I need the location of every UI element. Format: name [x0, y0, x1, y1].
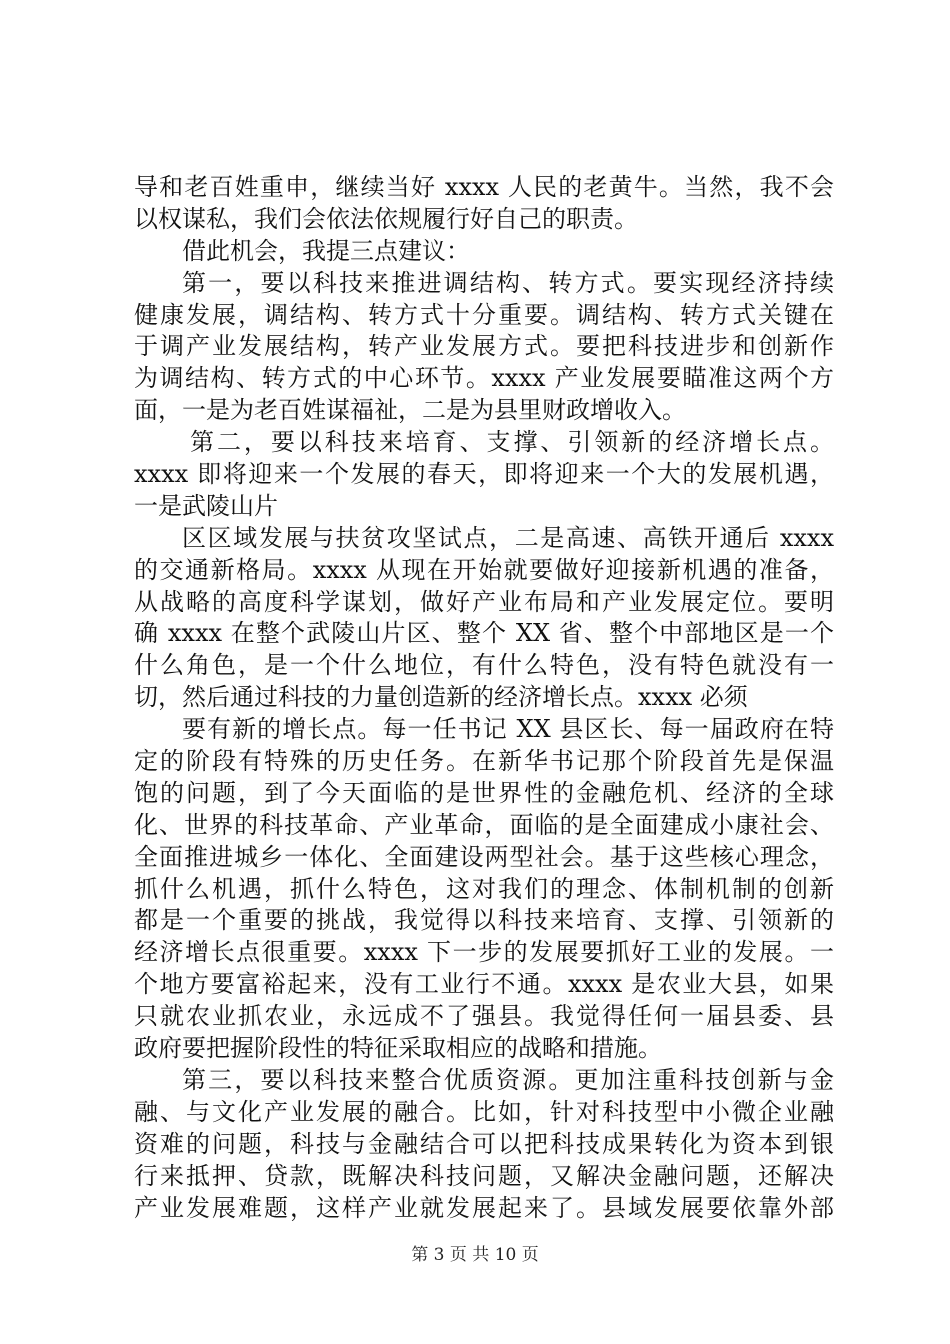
text-line: 区区域发展与扶贫攻坚试点，二是高速、高铁开通后 xxxx: [182, 523, 834, 552]
text-line: 全面推进城乡一体化、全面建设两型社会。基于这些核心理念，: [134, 842, 834, 871]
text-line: 都是一个重要的挑战，我觉得以科技来培育、支撑、引领新的: [134, 906, 834, 935]
text-line: xxxx 即将迎来一个发展的春天，即将迎来一个大的发展机遇，: [134, 460, 834, 489]
text-line: 行来抵押、贷款，既解决科技问题，又解决金融问题，还解决: [134, 1161, 834, 1190]
text-line: 导和老百姓重申，继续当好 xxxx 人民的老黄牛。当然，我不会: [134, 173, 834, 201]
text-line: 只就农业抓农业，永远成不了强县。我觉得任何一届县委、县: [134, 1002, 834, 1031]
text-line: 定的阶段有特殊的历史任务。在新华书记那个阶段首先是保温: [134, 747, 834, 776]
text-line: 面，一是为老百姓谋福祉，二是为县里财政增收入。: [134, 396, 686, 425]
text-line: 产业发展难题，这样产业就发展起来了。县域发展要依靠外部: [134, 1193, 834, 1222]
page-number-footer: 第 3 页 共 10 页: [411, 1245, 539, 1265]
text-line: 借此机会，我提三点建议：: [182, 236, 470, 265]
text-line: 从战略的高度科学谋划，做好产业布局和产业发展定位。要明: [134, 587, 834, 616]
text-line: 第一，要以科技来推进调结构、转方式。要实现经济持续: [182, 268, 834, 297]
text-line: 以权谋私，我们会依法依规履行好自己的职责。: [134, 204, 638, 233]
text-line: 第二，要以科技来培育、支撑、引领新的经济增长点。: [190, 428, 834, 457]
text-line: 化、世界的科技革命、产业革命，面临的是全面建成小康社会、: [134, 810, 834, 839]
text-line: 一是武陵山片: [134, 491, 278, 520]
text-line: 个地方要富裕起来，没有工业行不通。xxxx 是农业大县，如果: [134, 970, 834, 999]
text-line: 健康发展，调结构、转方式十分重要。调结构、转方式关键在: [134, 300, 834, 329]
text-line: 的交通新格局。xxxx 从现在开始就要做好迎接新机遇的准备，: [134, 555, 834, 584]
text-line: 为调结构、转方式的中心环节。xxxx 产业发展要瞄准这两个方: [134, 364, 834, 393]
text-line: 资难的问题，科技与金融结合可以把科技成果转化为资本到银: [134, 1129, 834, 1158]
text-line: 于调产业发展结构，转产业发展方式。要把科技进步和创新作: [134, 332, 834, 361]
text-line: 第三，要以科技来整合优质资源。更加注重科技创新与金: [182, 1065, 834, 1094]
body-text: [134, 172, 834, 1224]
text-line: 融、与文化产业发展的融合。比如，针对科技型中小微企业融: [134, 1097, 834, 1126]
text-line: 政府要把握阶段性的特征采取相应的战略和措施。: [134, 1034, 662, 1063]
text-line: 抓什么机遇，抓什么特色，这对我们的理念、体制机制的创新: [134, 874, 834, 903]
text-line: 什么角色，是一个什么地位，有什么特色，没有特色就没有一: [134, 651, 834, 680]
text-line: 经济增长点很重要。xxxx 下一步的发展要抓好工业的发展。一: [134, 938, 834, 967]
text-line: 要有新的增长点。每一任书记 XX 县区长、每一届政府在特: [182, 715, 834, 744]
text-line: 确 xxxx 在整个武陵山片区、整个 XX 省、整个中部地区是一个: [134, 619, 834, 648]
text-line: 饱的问题，到了今天面临的是世界性的金融危机、经济的全球: [134, 778, 834, 807]
text-line: 切，然后通过科技的力量创造新的经济增长点。xxxx 必须: [134, 683, 748, 712]
